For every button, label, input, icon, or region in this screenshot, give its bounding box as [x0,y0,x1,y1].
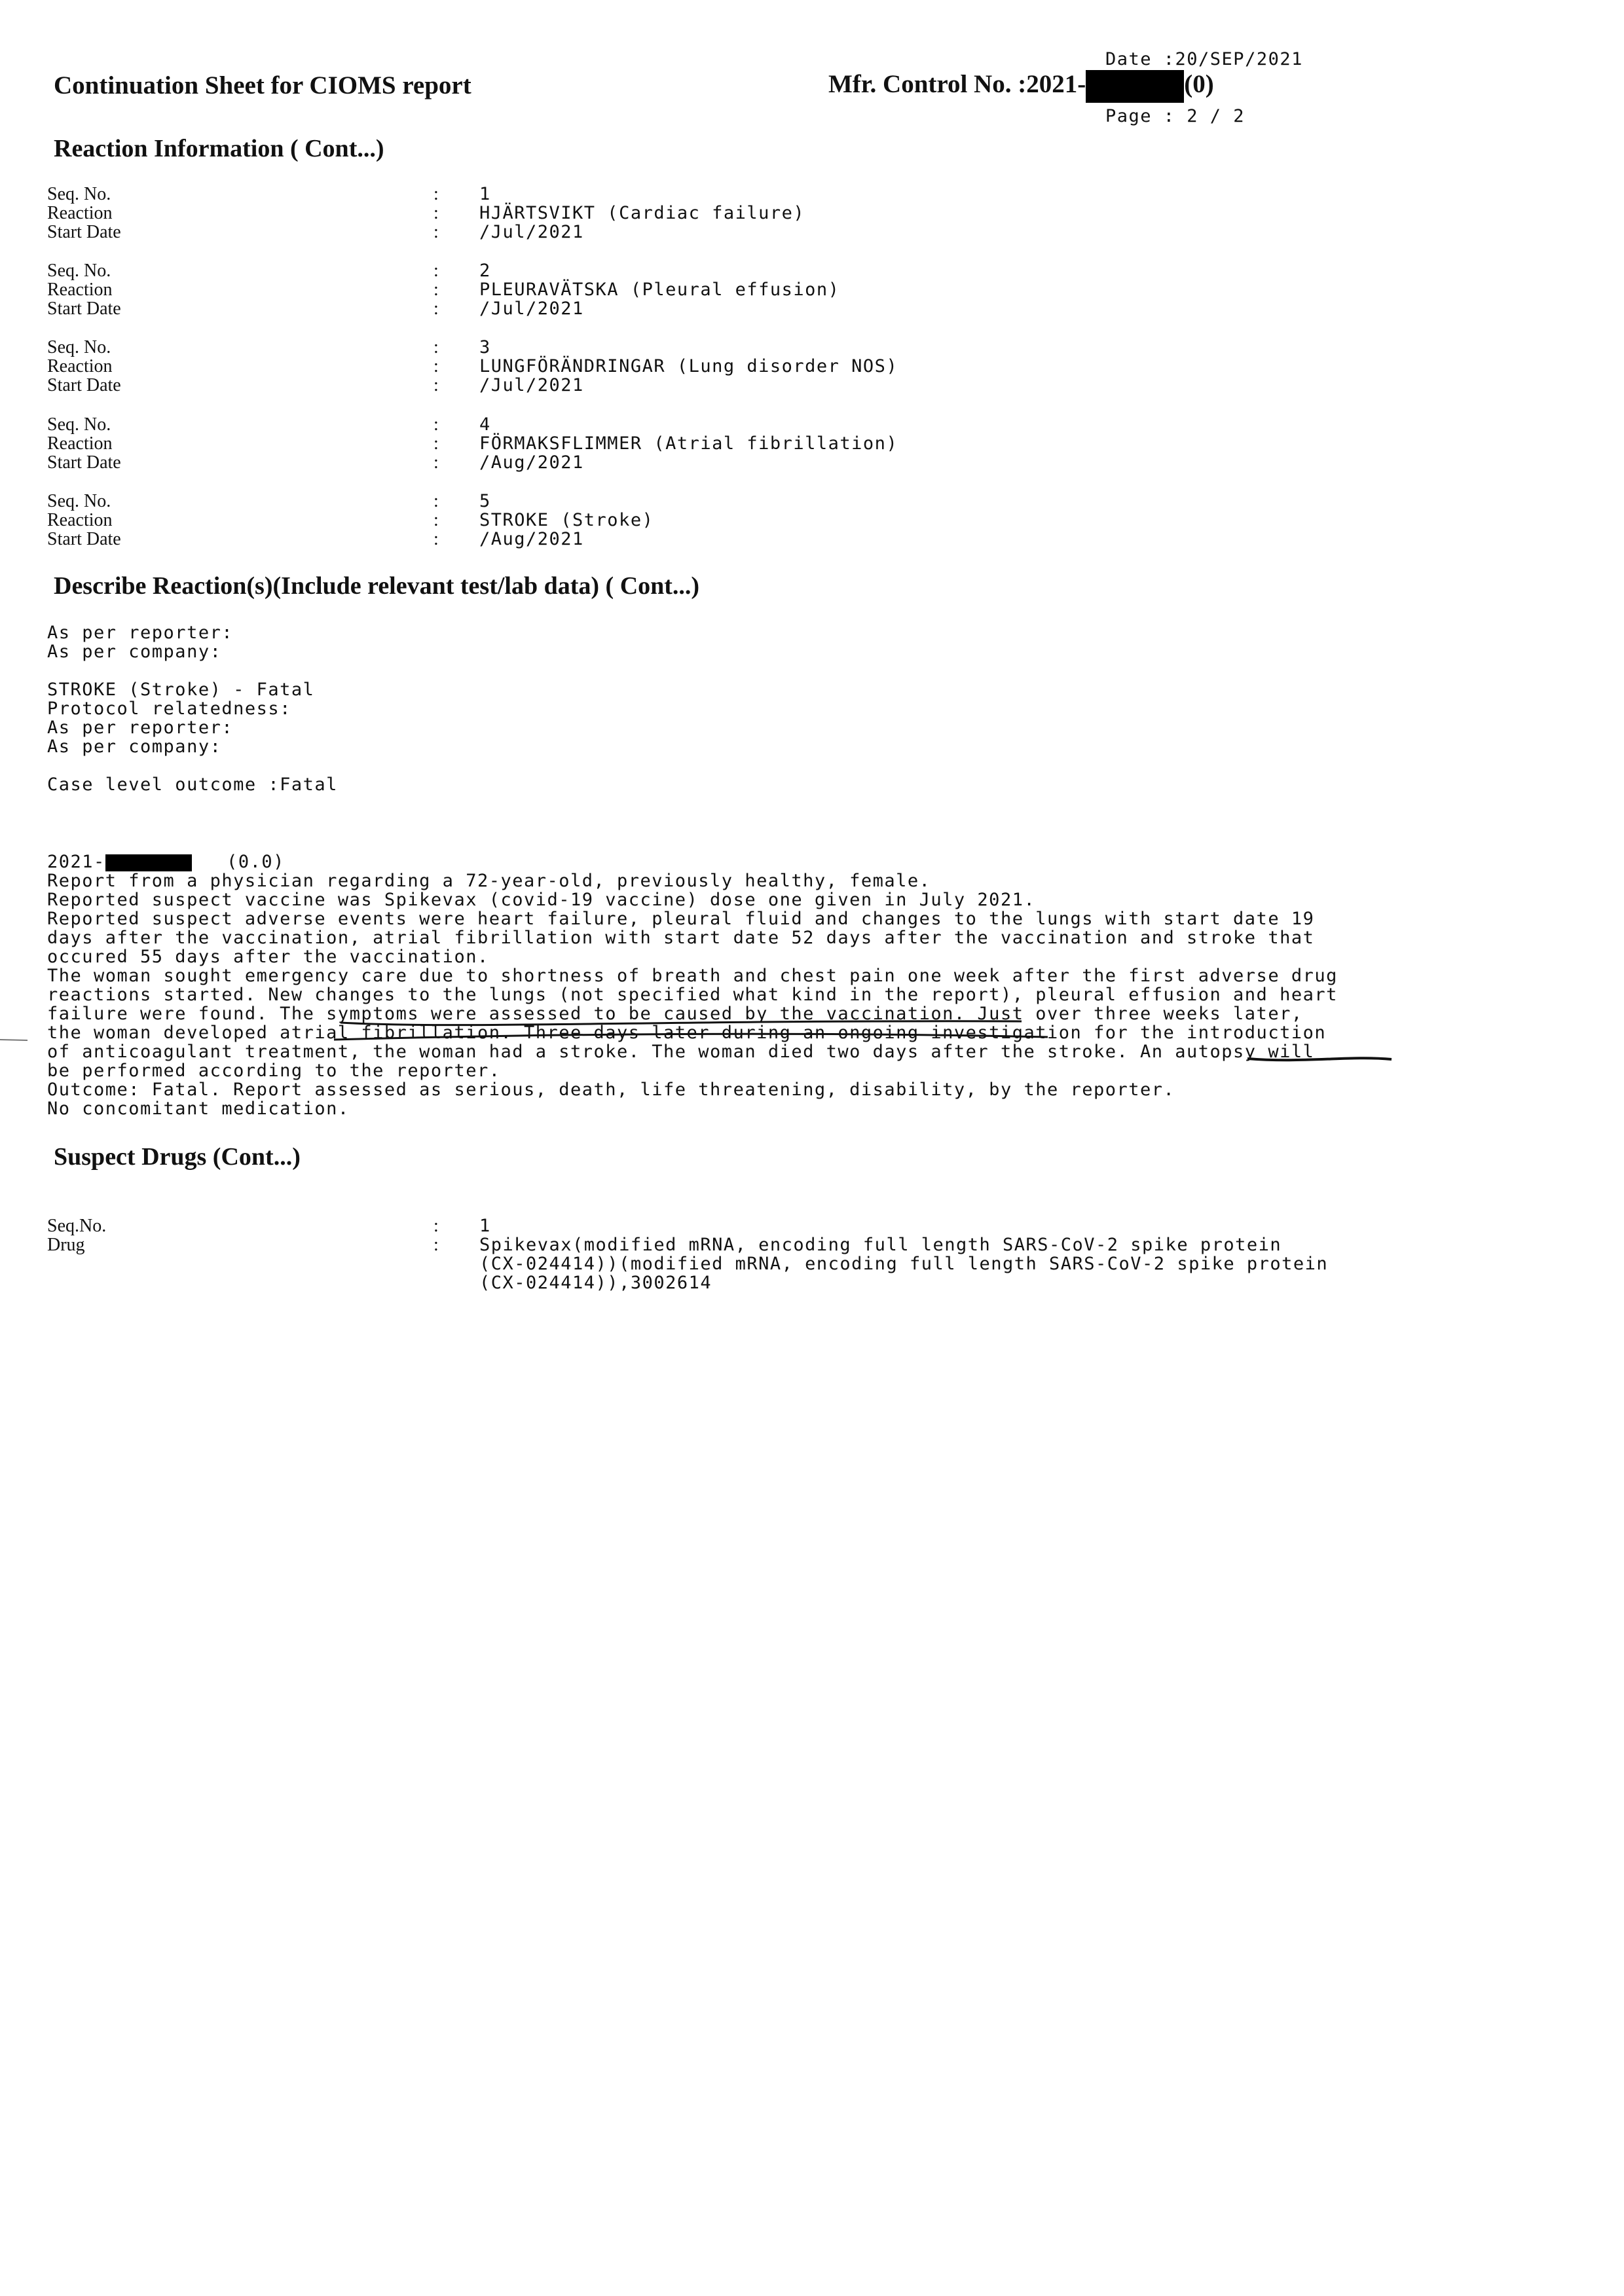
seq-value: 4 [479,414,491,435]
narrative-line: the woman developed atrial fibrillation. Three days later during an ongoing investigation for the introduction [47,1023,1327,1043]
redaction-bar [105,854,192,871]
start-date-value: /Aug/2021 [479,452,584,473]
seq-label: Seq.No. [47,1216,107,1236]
describe-line: As per company: [47,737,222,757]
colon: : [434,433,439,454]
colon: : [434,510,439,530]
narrative-line: No concomitant medication. [47,1099,350,1119]
sheet-title: Continuation Sheet for CIOMS report [54,71,471,100]
mfr-control-suffix: (0) [1184,70,1214,98]
narrative-line: days after the vaccination, atrial fibrillation with start date 52 days after the vaccination and stroke that [47,928,1315,948]
seq-label: Seq. No. [47,414,111,435]
narrative-line: of anticoagulant treatment, the woman had a stroke. The woman died two days after the stroke. An autopsy will [47,1042,1315,1062]
reaction-entry [47,185,1553,242]
seq-value: 2 [479,261,491,281]
report-date: Date :20/SEP/2021 [1105,49,1303,69]
describe-line: STROKE (Stroke) - Fatal [47,680,315,700]
describe-line: As per reporter: [47,718,234,738]
reaction-label: Reaction [47,203,113,223]
colon: : [434,184,439,204]
start-date-value: /Jul/2021 [479,222,584,242]
colon: : [434,337,439,357]
reaction-value: STROKE (Stroke) [479,510,654,530]
start-date-label: Start Date [47,529,121,549]
reaction-label: Reaction [47,356,113,376]
start-date-value: /Jul/2021 [479,299,584,319]
reaction-section-title: Reaction Information ( Cont...) [54,135,384,162]
colon: : [434,222,439,242]
drug-line: (CX-024414)),3002614 [479,1273,712,1293]
drug-line: Spikevax(modified mRNA, encoding full length SARS-CoV-2 spike protein [479,1235,1282,1255]
describe-line: Protocol relatedness: [47,699,291,719]
colon: : [434,452,439,473]
suspect-section-title: Suspect Drugs (Cont...) [54,1143,301,1171]
start-date-value: /Aug/2021 [479,529,584,549]
colon: : [434,414,439,435]
reaction-value: LUNGFÖRÄNDRINGAR (Lung disorder NOS) [479,356,898,376]
reaction-entry [47,338,1553,395]
describe-line [47,756,338,775]
narrative-line: Reported suspect vaccine was Spikevax (covid-19 vaccine) dose one given in July 2021. [47,890,1036,910]
seq-label: Seq. No. [47,491,111,511]
colon: : [434,529,439,549]
seq-label: Seq. No. [47,337,111,357]
narrative-line: Outcome: Fatal. Report assessed as serious, death, life threatening, disability, by the reporter. [47,1080,1175,1100]
narrative-text [47,871,1338,1118]
suspect-drug-entry [47,1216,1553,1292]
redaction-bar [1086,70,1184,103]
narrative-line: occured 55 days after the vaccination. [47,947,489,967]
describe-line: As per reporter: [47,623,234,643]
seq-value: 3 [479,337,491,357]
narrative-line: be performed according to the reporter. [47,1061,501,1081]
reaction-label: Reaction [47,433,113,454]
reaction-label: Reaction [47,510,113,530]
reaction-label: Reaction [47,280,113,300]
seq-value: 1 [479,184,491,204]
colon: : [434,1235,439,1255]
drug-line: (CX-024414))(modified mRNA, encoding full length SARS-CoV-2 spike protein [479,1254,1329,1274]
seq-label: Seq. No. [47,261,111,281]
describe-line: Case level outcome :Fatal [47,774,338,795]
narrative-line: The woman sought emergency care due to shortness of breath and chest pain one week after the first adverse drug [47,966,1338,986]
colon: : [434,280,439,300]
reaction-value: HJÄRTSVIKT (Cardiac failure) [479,203,805,223]
seq-label: Seq. No. [47,184,111,204]
start-date-label: Start Date [47,452,121,473]
colon: : [434,203,439,223]
reaction-value: FÖRMAKSFLIMMER (Atrial fibrillation) [479,433,898,454]
page-number: Page : 2 / 2 [1105,106,1246,126]
case-id-prefix: 2021- [47,852,105,872]
reaction-entry [47,415,1553,472]
describe-section-title: Describe Reaction(s)(Include relevant test/lab data) ( Cont...) [54,572,700,600]
narrative-line: reactions started. New changes to the lungs (not specified what kind in the report), pleural effusion and heart [47,985,1338,1005]
seq-value: 5 [479,491,491,511]
narrative-line: Reported suspect adverse events were heart failure, pleural fluid and changes to the lungs with start date 19 [47,909,1315,929]
case-id-version: (0.0) [227,852,285,872]
case-id-line [47,852,285,871]
start-date-label: Start Date [47,375,121,395]
colon: : [434,375,439,395]
describe-outcome-block [47,623,338,794]
seq-value: 1 [479,1216,491,1236]
reaction-value: PLEURAVÄTSKA (Pleural effusion) [479,280,840,300]
describe-line [47,661,338,680]
colon: : [434,299,439,319]
start-date-label: Start Date [47,222,121,242]
mfr-control-number [828,69,1214,103]
colon: : [434,356,439,376]
reaction-entry [47,492,1553,549]
start-date-value: /Jul/2021 [479,375,584,395]
narrative-line: failure were found. The symptoms were assessed to be caused by the vaccination. Just over three weeks later, [47,1004,1303,1024]
start-date-label: Start Date [47,299,121,319]
colon: : [434,261,439,281]
narrative-line: Report from a physician regarding a 72-year-old, previously healthy, female. [47,871,931,891]
describe-line: As per company: [47,642,222,662]
colon: : [434,1216,439,1236]
mfr-control-prefix: Mfr. Control No. :2021- [828,70,1086,98]
drug-label: Drug [47,1235,85,1255]
colon: : [434,491,439,511]
reaction-entry [47,261,1553,318]
